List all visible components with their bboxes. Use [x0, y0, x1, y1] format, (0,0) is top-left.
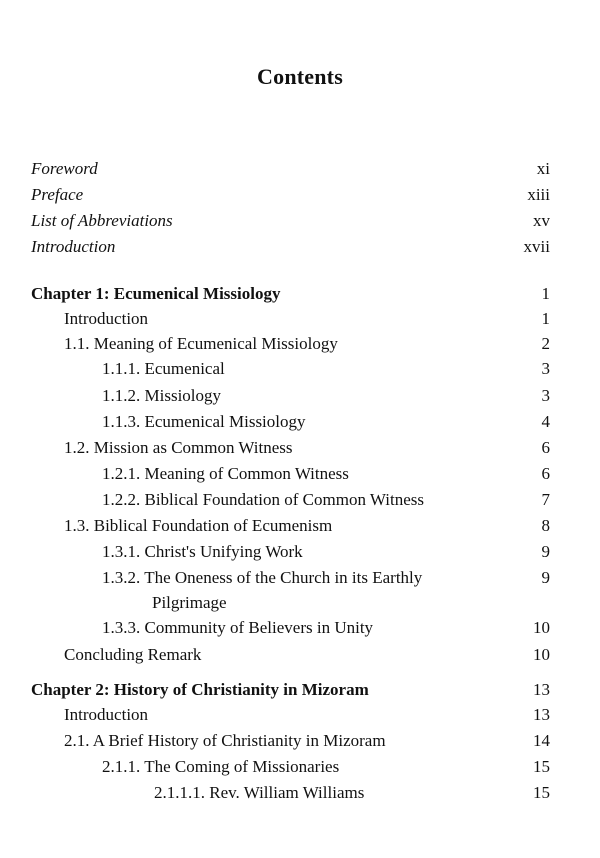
toc-entry-label: Preface [31, 185, 84, 204]
toc-entry-label: 1.2.1. Meaning of Common Witness [102, 464, 349, 483]
toc-entry-label: 1.3.1. Christ's Unifying Work [102, 542, 303, 561]
toc-entry-label: 1.1.3. Ecumenical Missiology [102, 412, 306, 431]
toc-entry-page: 1 [541, 309, 550, 328]
toc-entry-label: 1.2. Mission as Common Witness [64, 438, 293, 457]
toc-entry-page: xv [533, 211, 550, 230]
toc-entry-page: 4 [541, 412, 550, 431]
toc-entry-page: 15 [533, 757, 550, 776]
toc-entry-page: xiii [527, 185, 550, 204]
toc-entry-page: xvii [523, 237, 550, 256]
toc-entry-page: 8 [541, 516, 550, 535]
toc-entry-label: 1.3.2. The Oneness of the Church in its Earthly [102, 568, 423, 587]
toc-entry-page: 1 [541, 284, 550, 303]
toc-entry-page: 9 [541, 568, 550, 587]
toc-entry-page: 7 [541, 490, 550, 509]
toc-entry-label: 2.1. A Brief History of Christianity in Mizoram [64, 731, 386, 750]
toc-entry-page: 9 [541, 542, 550, 561]
toc-entry-label: Chapter 2: History of Christianity in Mizoram [31, 680, 369, 699]
toc-entry-page: 3 [541, 359, 550, 378]
toc-entry-label: 1.3.3. Community of Believers in Unity [102, 618, 374, 637]
toc-entry-label: 1.1.2. Missiology [102, 386, 222, 405]
toc-entry-label: 2.1.1. The Coming of Missionaries [102, 757, 340, 776]
toc-entry-page: 2 [541, 334, 550, 353]
toc-entry-label: Introduction [31, 237, 116, 256]
toc-entry-label: Concluding Remark [64, 645, 202, 664]
toc-entry-label: 1.2.2. Biblical Foundation of Common Witness [102, 490, 424, 509]
toc-entry-page: 13 [533, 705, 550, 724]
toc-entry-label: 1.1. Meaning of Ecumenical Missiology [64, 334, 338, 353]
toc-entry-label: Foreword [31, 159, 98, 178]
toc-entry-page: 3 [541, 386, 550, 405]
toc-entry-page: 14 [533, 731, 550, 750]
toc-entry-label: Chapter 1: Ecumenical Missiology [31, 284, 281, 303]
toc-entry-page: 10 [533, 618, 550, 637]
toc-entry-label: Introduction [64, 309, 149, 328]
toc-entry-label: 2.1.1.1. Rev. William Williams [154, 783, 365, 802]
toc-entry-page: 10 [533, 645, 550, 664]
toc-entry-page: 6 [541, 438, 550, 457]
toc-entry-page: xi [536, 159, 550, 178]
toc-entry-label: List of Abbreviations [31, 211, 173, 230]
toc-entry-page: 13 [533, 680, 550, 699]
toc-entry-label: Introduction [64, 705, 149, 724]
toc-entry-label: 1.3. Biblical Foundation of Ecumenism [64, 516, 333, 535]
toc-entry-page: 15 [533, 783, 550, 802]
page-title: Contents [257, 64, 343, 89]
toc-entry-page: 6 [541, 464, 550, 483]
toc-entry-label: 1.1.1. Ecumenical [102, 359, 225, 378]
toc-entry-label-continuation: Pilgrimage [152, 593, 227, 612]
